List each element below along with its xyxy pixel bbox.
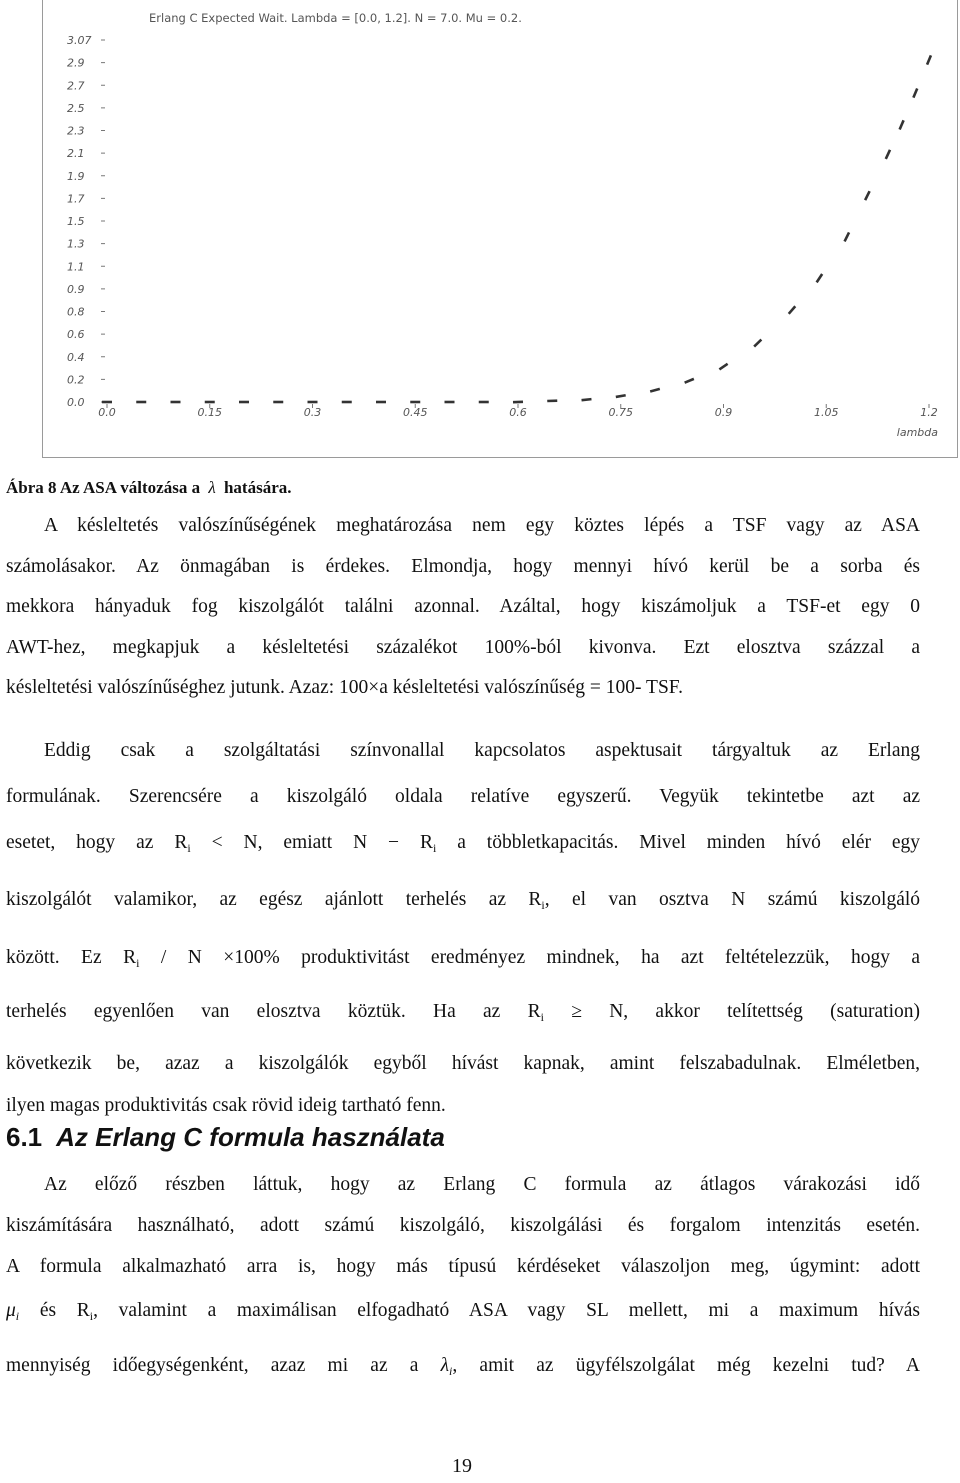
section-number: 6.1	[6, 1122, 43, 1152]
para2-line-5: között. Ez $R_i / N \times 100\%$ produktivitást eredményez mindnek, ha azt feltételezzük, hogy a	[6, 947, 921, 970]
para1-line-4: AWT-hez, megkapjuk a késleltetési százalékot 100%-ból kivonva. Ezt elosztva százzal a	[6, 636, 920, 658]
paragraph-3	[6, 1164, 920, 1397]
caption-prefix: Ábra 8 Az ASA változása a	[6, 478, 201, 497]
math-ri-ge-n: $R_i \ge N$	[527, 1001, 624, 1024]
caption-suffix: hatására.	[223, 478, 292, 497]
paragraph-1	[6, 506, 920, 709]
para2-line-4: kiszolgálót valamikor, az egész ajánlott terhelés az $R_i$, el van osztva N számú kiszolgáló	[6, 889, 921, 912]
x-tick-label: 0.0	[98, 406, 116, 419]
math-n: N	[731, 889, 746, 910]
y-tick-label: 0.0	[67, 396, 85, 409]
math-mu-i: $\mu_i$	[6, 1300, 20, 1323]
x-tick-label: 0.15	[197, 406, 222, 419]
y-tick-label: 1.5	[67, 215, 85, 228]
math-ri: $R_i$	[174, 832, 191, 855]
data-point	[817, 274, 823, 282]
para3-line-2: kiszámítására használható, adott számú kiszolgáló, kiszolgálási és forgalom intenzitás esetén.	[6, 1215, 920, 1236]
data-point	[685, 379, 694, 383]
math-n-minus-ri: $N - R_i$	[353, 832, 437, 855]
x-tick-label: 1.2	[920, 406, 938, 419]
y-tick-label: 2.3	[67, 124, 85, 138]
y-tick-label: 0.8	[67, 305, 85, 319]
data-point	[616, 395, 626, 397]
para3-line-4: $\mu_i$ és $R_i$, valamint a maximálisan elfogadható ASA vagy SL mellett, mi a maximum hívás	[6, 1300, 921, 1323]
para2-line-7: következik be, azaz a kiszolgálók egyből hívást kapnak, amint felszabadulnak. Elméletben,	[6, 1053, 920, 1074]
data-point	[582, 399, 592, 400]
data-point	[913, 88, 917, 97]
erlang-chart	[42, 0, 958, 458]
y-tick-label: 2.9	[67, 56, 85, 70]
para3-line-5: mennyiség időegységenként, azaz mi az a $\lambda_i$, amit az ügyfélszolgálat még kezelni tud? A	[6, 1355, 920, 1378]
chart-marks	[102, 55, 931, 402]
math-ri-over-n: $R_i / N \times 100\%$	[123, 947, 280, 970]
para1-line-1: A késleltetés valószínűségének meghatározása nem egy köztes lépés a TSF vagy az ASA	[44, 515, 920, 536]
x-axis-label: lambda	[896, 426, 938, 439]
para1-line-2: számolásakor. Az önmagában is érdekes. Elmondja, hogy mennyi hívó kerül be a sorba és	[6, 555, 920, 577]
para1-line-3: mekkora hányaduk fog kiszolgálót találni azonnal. Azáltal, hogy kiszámoljuk a TSF-et egy 0	[6, 596, 920, 617]
data-point	[719, 364, 727, 370]
figure-caption	[6, 478, 292, 498]
data-point	[789, 306, 796, 314]
data-point	[886, 150, 890, 159]
y-tick-label: 0.9	[67, 282, 85, 296]
para3-line-1: Az előző részben láttuk, hogy az Erlang C formula az átlagos várakozási idő	[44, 1174, 920, 1195]
y-tick-label: 0.4	[67, 350, 85, 364]
lambda-symbol: λ	[208, 478, 216, 497]
y-tick-label: 0.2	[67, 373, 85, 387]
section-title: Az Erlang C formula használata	[56, 1122, 445, 1152]
math-ri: $R_i$	[76, 1300, 94, 1323]
section-heading	[6, 1122, 445, 1153]
y-tick-label: 1.7	[67, 192, 85, 206]
page-number: 19	[452, 1455, 472, 1477]
x-tick-label: 0.9	[714, 406, 733, 419]
x-tick-label: 1.05	[814, 406, 839, 419]
y-tick-label: 1.1	[67, 260, 85, 274]
y-tick-label: 0.6	[67, 328, 85, 342]
para1-line-5: késleltetési valószínűséghez jutunk. Azaz: 100×a késleltetési valószínűség = 100- TSF.	[6, 677, 683, 698]
para2-line-2: formulának. Szerencsére a kiszolgáló oldala relatíve egyszerű. Vegyük tekintetbe azt az	[6, 786, 920, 807]
data-point	[900, 120, 904, 129]
para3-line-3: A formula alkalmazható arra is, hogy más típusú kérdéseket válaszoljon meg, úgymint: adott	[6, 1256, 920, 1277]
x-tick-label: 0.45	[403, 406, 428, 419]
data-point	[845, 232, 849, 241]
y-axis	[67, 34, 105, 409]
para2-line-1: Eddig csak a szolgáltatási színvonallal kapcsolatos aspektusait tárgyaltuk az Erlang	[44, 740, 920, 761]
data-point	[865, 191, 869, 200]
y-tick-label: 3.07	[67, 34, 92, 47]
para2-line-3: esetet, hogy az $R_i < N$, emiatt $N - R_i$ a többletkapacitás. Mivel minden hívó elér egy	[6, 832, 921, 855]
y-tick-label: 1.9	[67, 169, 85, 183]
para2-line-6: terhelés egyenlően van elosztva köztük. Ha az $R_i \ge N$, akkor telítettség (saturation)	[6, 1001, 921, 1024]
chart-svg	[43, 0, 959, 458]
x-tick-label: 0.75	[608, 406, 633, 419]
math-ri: $R_i$	[528, 889, 545, 912]
data-point	[754, 340, 761, 347]
y-tick-label: 2.5	[67, 101, 85, 115]
data-point	[650, 389, 660, 392]
x-tick-label: 0.3	[303, 406, 322, 419]
math-lambda-i: $\lambda_i$	[440, 1355, 453, 1378]
data-point	[927, 55, 931, 64]
y-tick-label: 2.1	[67, 147, 85, 161]
y-tick-label: 2.7	[67, 79, 85, 93]
chart-title: Erlang C Expected Wait. Lambda = [0.0, 1.2]. N = 7.0. Mu = 0.2.	[149, 11, 522, 25]
paragraph-2	[6, 728, 920, 1126]
x-tick-label: 0.6	[509, 406, 527, 419]
para2-line-8: ilyen magas produktivitás csak rövid ideig tartható fenn.	[6, 1095, 446, 1116]
y-tick-label: 1.3	[67, 237, 85, 251]
x-axis	[98, 404, 938, 419]
math-lt-n: < N	[211, 832, 258, 853]
